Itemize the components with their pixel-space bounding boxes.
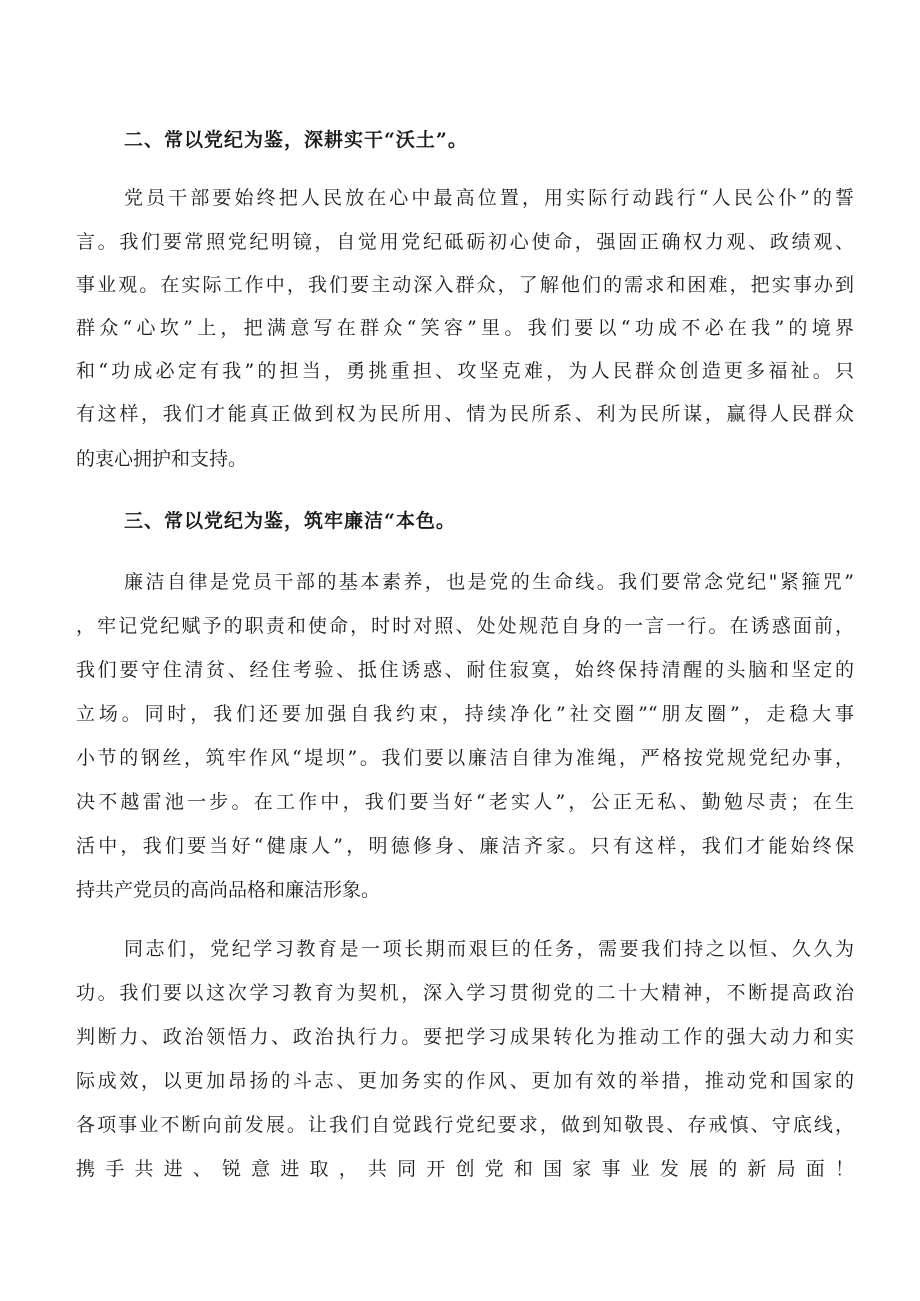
text-line: 我们要守住清贫、经住考验、抵住诱惑、耐住寂寞，始终保持清醒的头脑和坚定的	[76, 659, 854, 681]
text-line: 事业观。在实际工作中，我们要主动深入群众，了解他们的需求和困难，把实事办到	[76, 274, 854, 296]
text-line: 活中，我们要当好“健康人”，明德修身、廉洁齐家。只有这样，我们才能始终保	[76, 835, 854, 857]
text-line: 的衷心拥护和支持。	[76, 448, 248, 470]
text-line: 同志们，党纪学习教育是一项长期而艰巨的任务，需要我们持之以恒、久久为	[124, 938, 854, 960]
section-heading-2: 二、常以党纪为鉴，深耕实干“沃土”。	[124, 129, 468, 151]
text-line: 言。我们要常照党纪明镜，自觉用党纪砥砺初心使命，强固正确权力观、政绩观、	[76, 231, 854, 253]
text-line: 群众“心坎”上，把满意写在群众“笑容”里。我们要以“功成不必在我”的境界	[76, 317, 854, 339]
text-line: 党员干部要始终把人民放在心中最高位置，用实际行动践行“人民公仆”的誓	[124, 187, 854, 209]
text-line: 携手共进、锐意进取，共同开创党和国家事业发展的新局面！	[76, 1158, 854, 1180]
text-line: 和“功成必定有我”的担当，勇挑重担、攻坚克难，为人民群众创造更多福祉。只	[76, 360, 854, 382]
text-line: 决不越雷池一步。在工作中，我们要当好“老实人”，公正无私、勤勉尽责；在生	[76, 791, 854, 813]
text-line: 小节的钢丝，筑牢作风“堤坝”。我们要以廉洁自律为准绳，严格按党规党纪办事，	[76, 747, 854, 769]
text-line: 各项事业不断向前发展。让我们自觉践行党纪要求，做到知敬畏、存戒慎、守底线，	[76, 1114, 854, 1136]
text-line: 功。我们要以这次学习教育为契机，深入学习贯彻党的二十大精神，不断提高政治	[76, 982, 854, 1004]
text-line: ，牢记党纪赋予的职责和使命，时时对照、处处规范自身的一言一行。在诱惑面前，	[76, 615, 854, 637]
text-line: 廉洁自律是党员干部的基本素养，也是党的生命线。我们要常念党纪"紧箍咒”	[124, 571, 854, 593]
text-line: 判断力、政治领悟力、政治执行力。要把学习成果转化为推动工作的强大动力和实	[76, 1026, 854, 1048]
text-line: 有这样，我们才能真正做到权为民所用、情为民所系、利为民所谋，赢得人民群众	[76, 403, 854, 425]
section-heading-3: 三、常以党纪为鉴，筑牢廉洁“本色。	[124, 510, 456, 532]
text-line: 持共产党员的高尚品格和廉洁形象。	[76, 879, 381, 901]
text-line: 立场。同时，我们还要加强自我约束，持续净化”社交圈”“朋友圈”，走稳大事	[76, 703, 854, 725]
text-line: 际成效，以更加昂扬的斗志、更加务实的作风、更加有效的举措，推动党和国家的	[76, 1070, 854, 1092]
